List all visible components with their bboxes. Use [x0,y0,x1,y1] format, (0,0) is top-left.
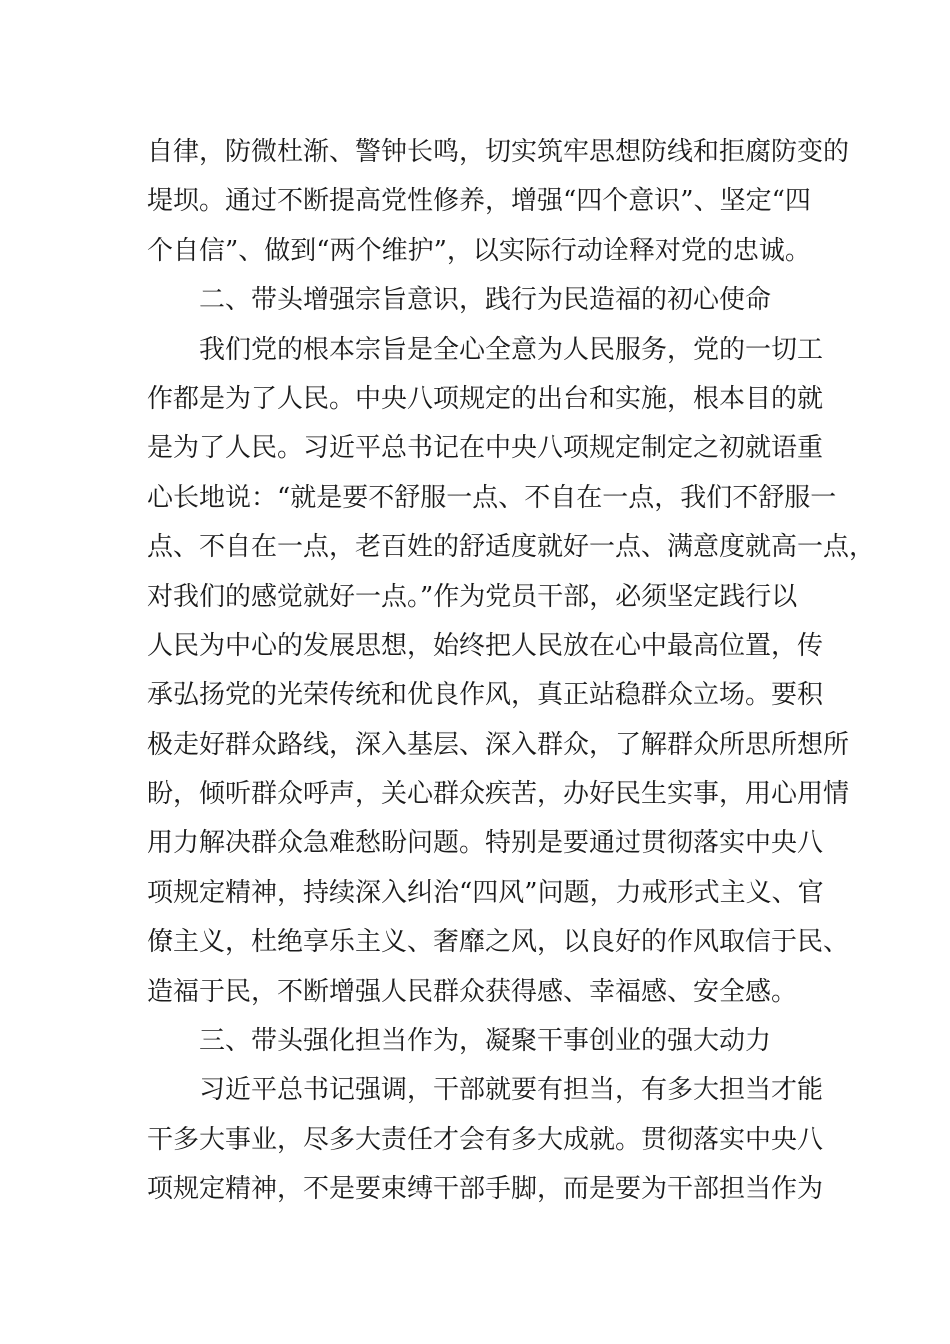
text-line: 项规定精神，持续深入纠治“四风”问题，力戒形式主义、官 [147,877,824,908]
text-line: 项规定精神，不是要束缚干部手脚，而是要为干部担当作为 [147,1174,824,1205]
text-line: 僚主义，杜绝享乐主义、奢靡之风，以良好的作风取信于民、 [147,927,850,958]
text-line: 习近平总书记强调，干部就要有担当，有多大担当才能 [199,1075,824,1106]
text-line: 心长地说：“就是要不舒服一点、不自在一点，我们不舒服一 [147,482,837,513]
text-line: 对我们的感觉就好一点。”作为党员干部，必须坚定践行以 [147,581,798,612]
text-line: 是为了人民。习近平总书记在中央八项规定制定之初就语重 [147,433,824,464]
text-line: 作都是为了人民。中央八项规定的出台和实施，根本目的就 [147,383,824,414]
document-body [147,128,876,1215]
text-line: 堤坝。通过不断提高党性修养，增强“四个意识”、坚定“四 [147,186,811,217]
text-line: 极走好群众路线，深入基层、深入群众，了解群众所思所想所 [147,729,850,760]
text-line: 个自信”、做到“两个维护”，以实际行动诠释对党的忠诚。 [147,235,811,266]
text-line: 造福于民，不断增强人民群众获得感、幸福感、安全感。 [147,976,798,1007]
text-line: 二、带头增强宗旨意识，践行为民造福的初心使命 [199,285,772,316]
text-line: 盼，倾听群众呼声，关心群众疾苦，办好民生实事，用心用情 [147,779,850,810]
text-line: 人民为中心的发展思想，始终把人民放在心中最高位置，传 [147,630,824,661]
text-line: 我们党的根本宗旨是全心全意为人民服务，党的一切工 [199,334,824,365]
text-line: 承弘扬党的光荣传统和优良作风，真正站稳群众立场。要积 [147,680,824,711]
text-line: 三、带头强化担当作为，凝聚干事创业的强大动力 [199,1026,772,1057]
text-line: 点、不自在一点，老百姓的舒适度就好一点、满意度就高一点， [147,532,876,563]
text-line: 自律，防微杜渐、警钟长鸣，切实筑牢思想防线和拒腐防变的 [147,137,850,167]
text-line: 用力解决群众急难愁盼问题。特别是要通过贯彻落实中央八 [147,828,824,859]
text-line: 干多大事业，尽多大责任才会有多大成就。贯彻落实中央八 [147,1124,824,1155]
